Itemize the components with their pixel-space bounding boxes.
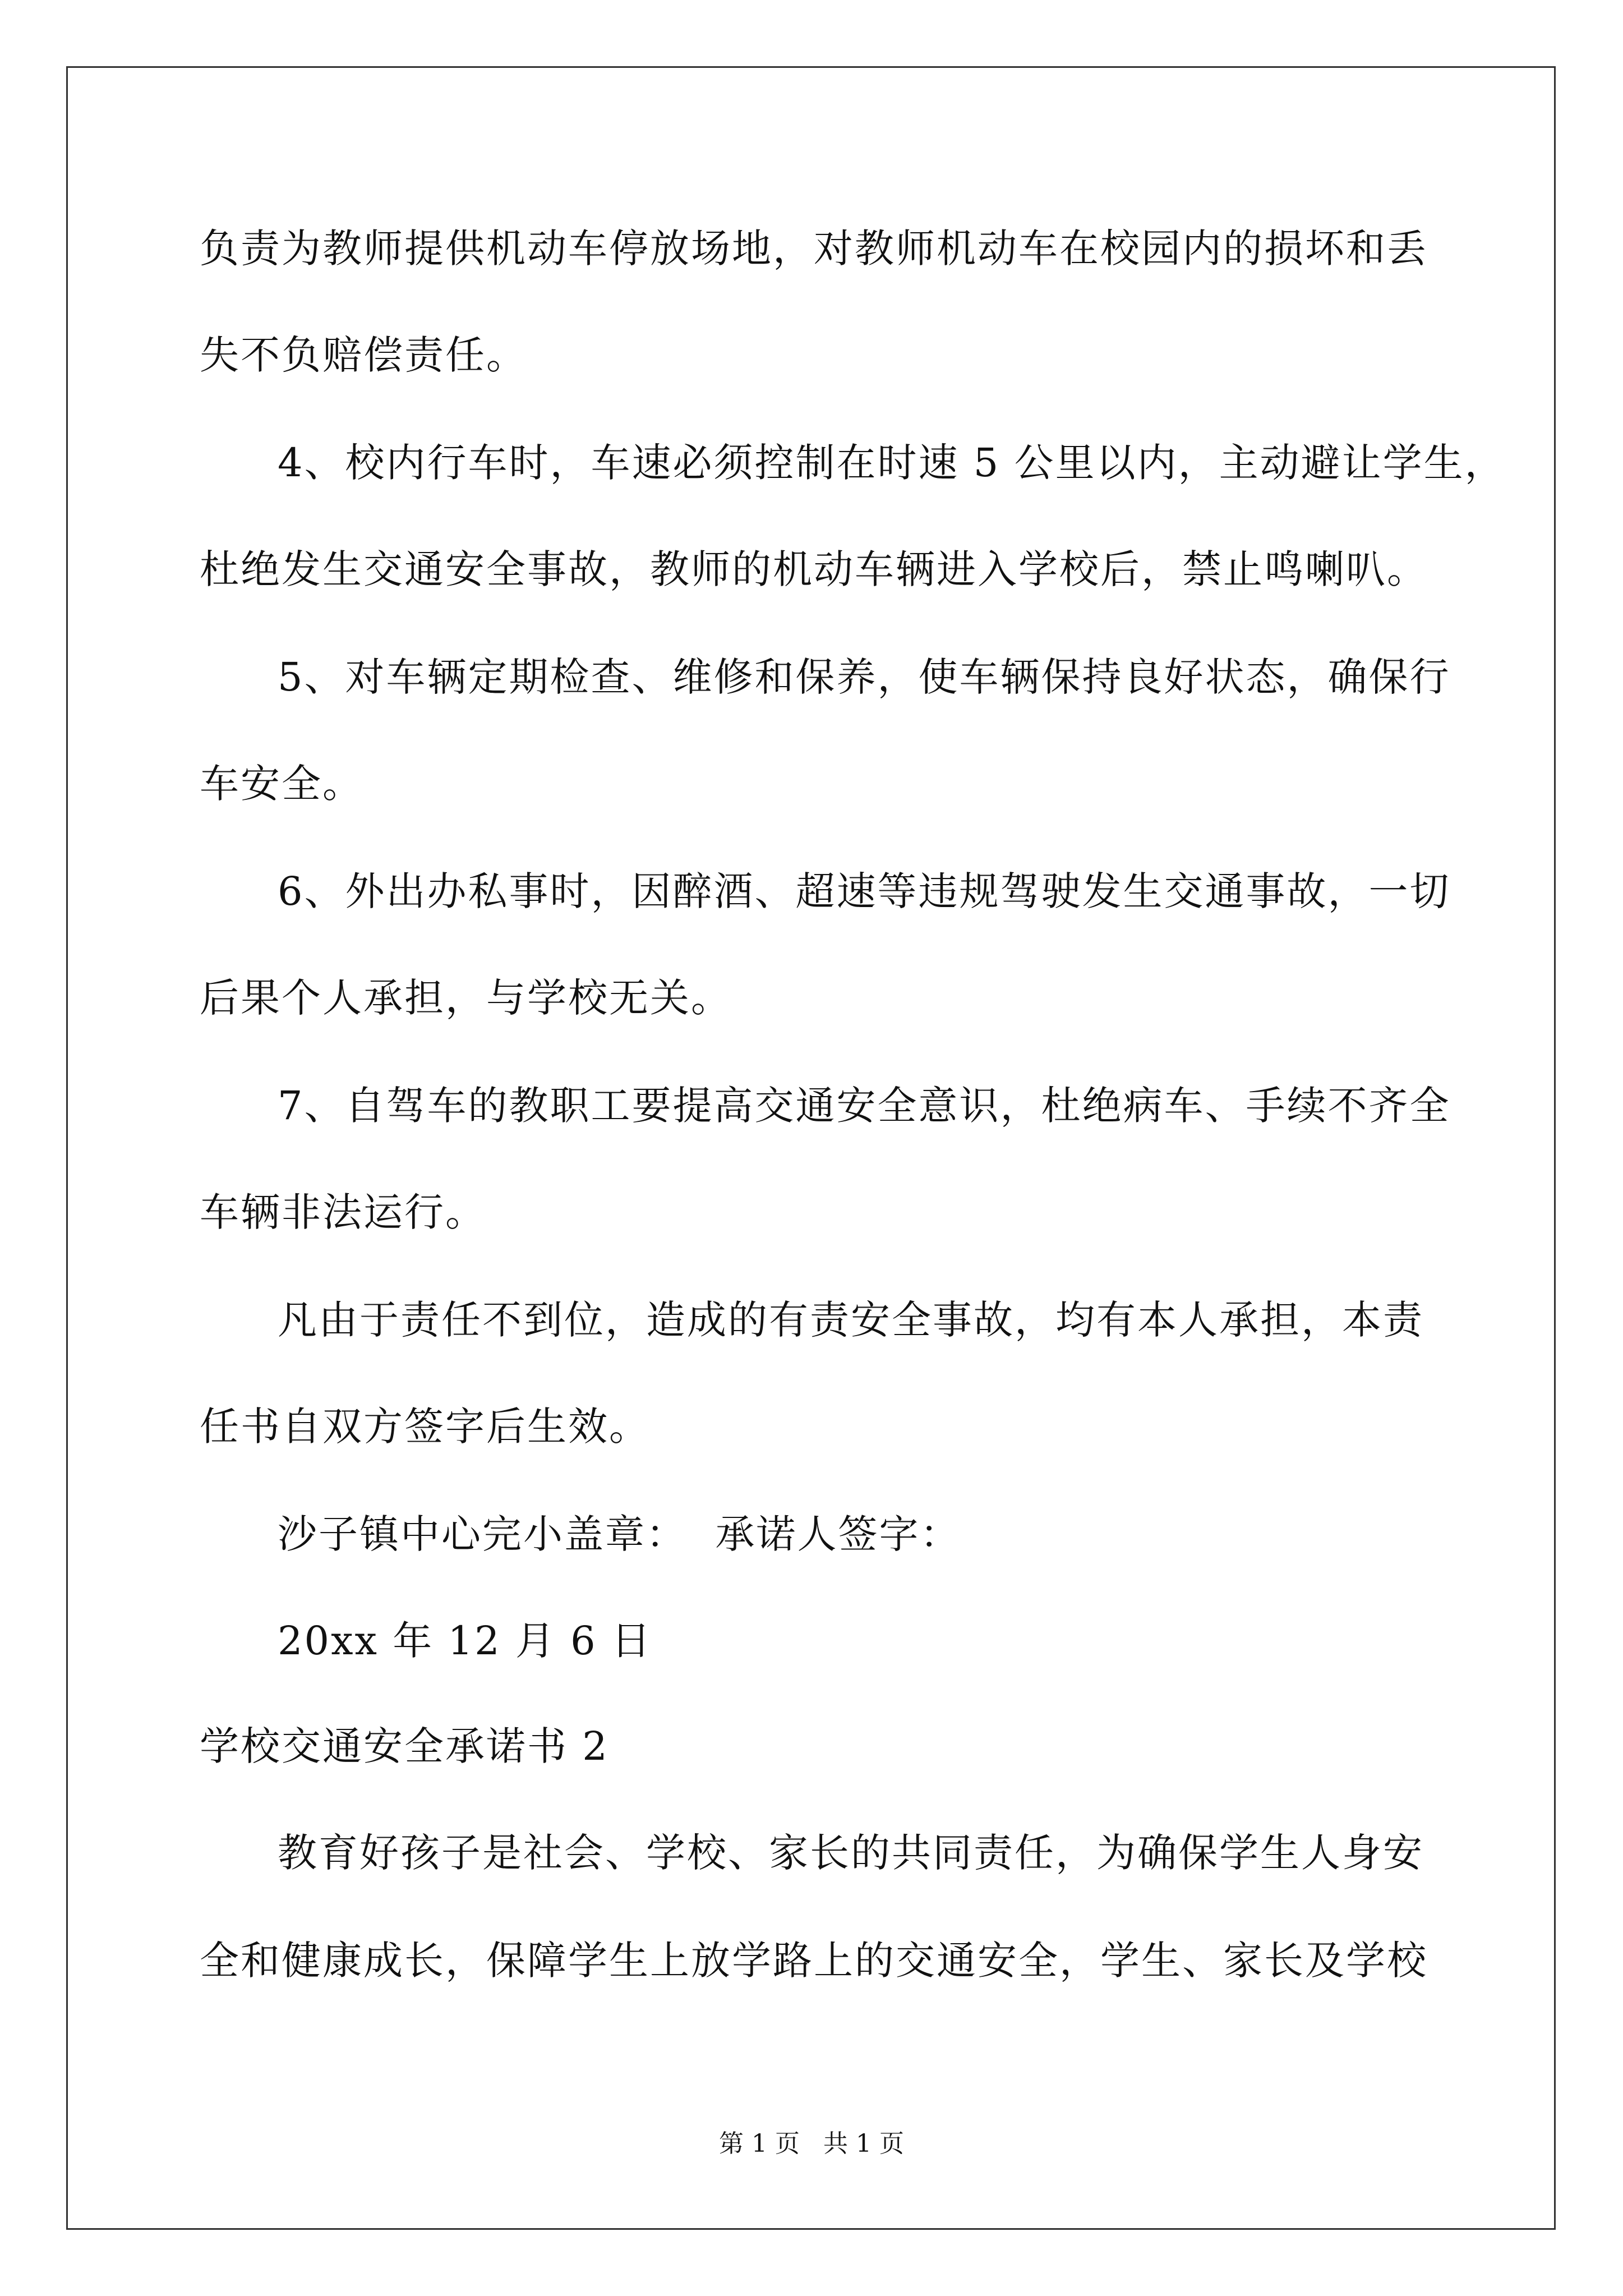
body-text-line: 教育好孩子是社会、学校、家长的共同责任，为确保学生人身安	[278, 1830, 1424, 1876]
body-text-line: 负责为教师提供机动车停放场地，对教师机动车在校园内的损坏和丢	[200, 226, 1428, 272]
clause-7-text: 7、自驾车的教职工要提高交通安全意识，杜绝病车、手续不齐全	[278, 1083, 1451, 1129]
clause-6-text: 6、外出办私事时，因醉酒、超速等违规驾驶发生交通事故，一切	[278, 868, 1451, 914]
section-heading: 学校交通安全承诺书 2	[200, 1723, 609, 1769]
body-text-line: 车安全。	[200, 761, 363, 807]
body-text-line: 后果个人承担，与学校无关。	[200, 975, 732, 1021]
body-text-line: 失不负赔偿责任。	[200, 332, 527, 378]
page-footer: 第 1 页 共 1 页	[719, 2129, 904, 2158]
body-text-line: 车辆非法运行。	[200, 1189, 486, 1235]
clause-4-text: 4、校内行车时，车速必须控制在时速 5 公里以内，主动避让学生，	[278, 440, 1506, 486]
date-line: 20xx 年 12 月 6 日	[278, 1618, 652, 1664]
signature-line: 沙子镇中心完小盖章： 承诺人签字：	[278, 1511, 961, 1557]
body-text-line: 全和健康成长，保障学生上放学路上的交通安全，学生、家长及学校	[200, 1938, 1428, 1984]
body-text-line: 任书自双方签字后生效。	[200, 1404, 650, 1450]
body-text-line: 杜绝发生交通安全事故，教师的机动车辆进入学校后，禁止鸣喇叭。	[200, 546, 1428, 592]
page-border	[66, 66, 1556, 2230]
liability-statement-text: 凡由于责任不到位，造成的有责安全事故，均有本人承担，本责	[278, 1297, 1424, 1343]
clause-5-text: 5、对车辆定期检查、维修和保养，使车辆保持良好状态，确保行	[278, 654, 1451, 700]
